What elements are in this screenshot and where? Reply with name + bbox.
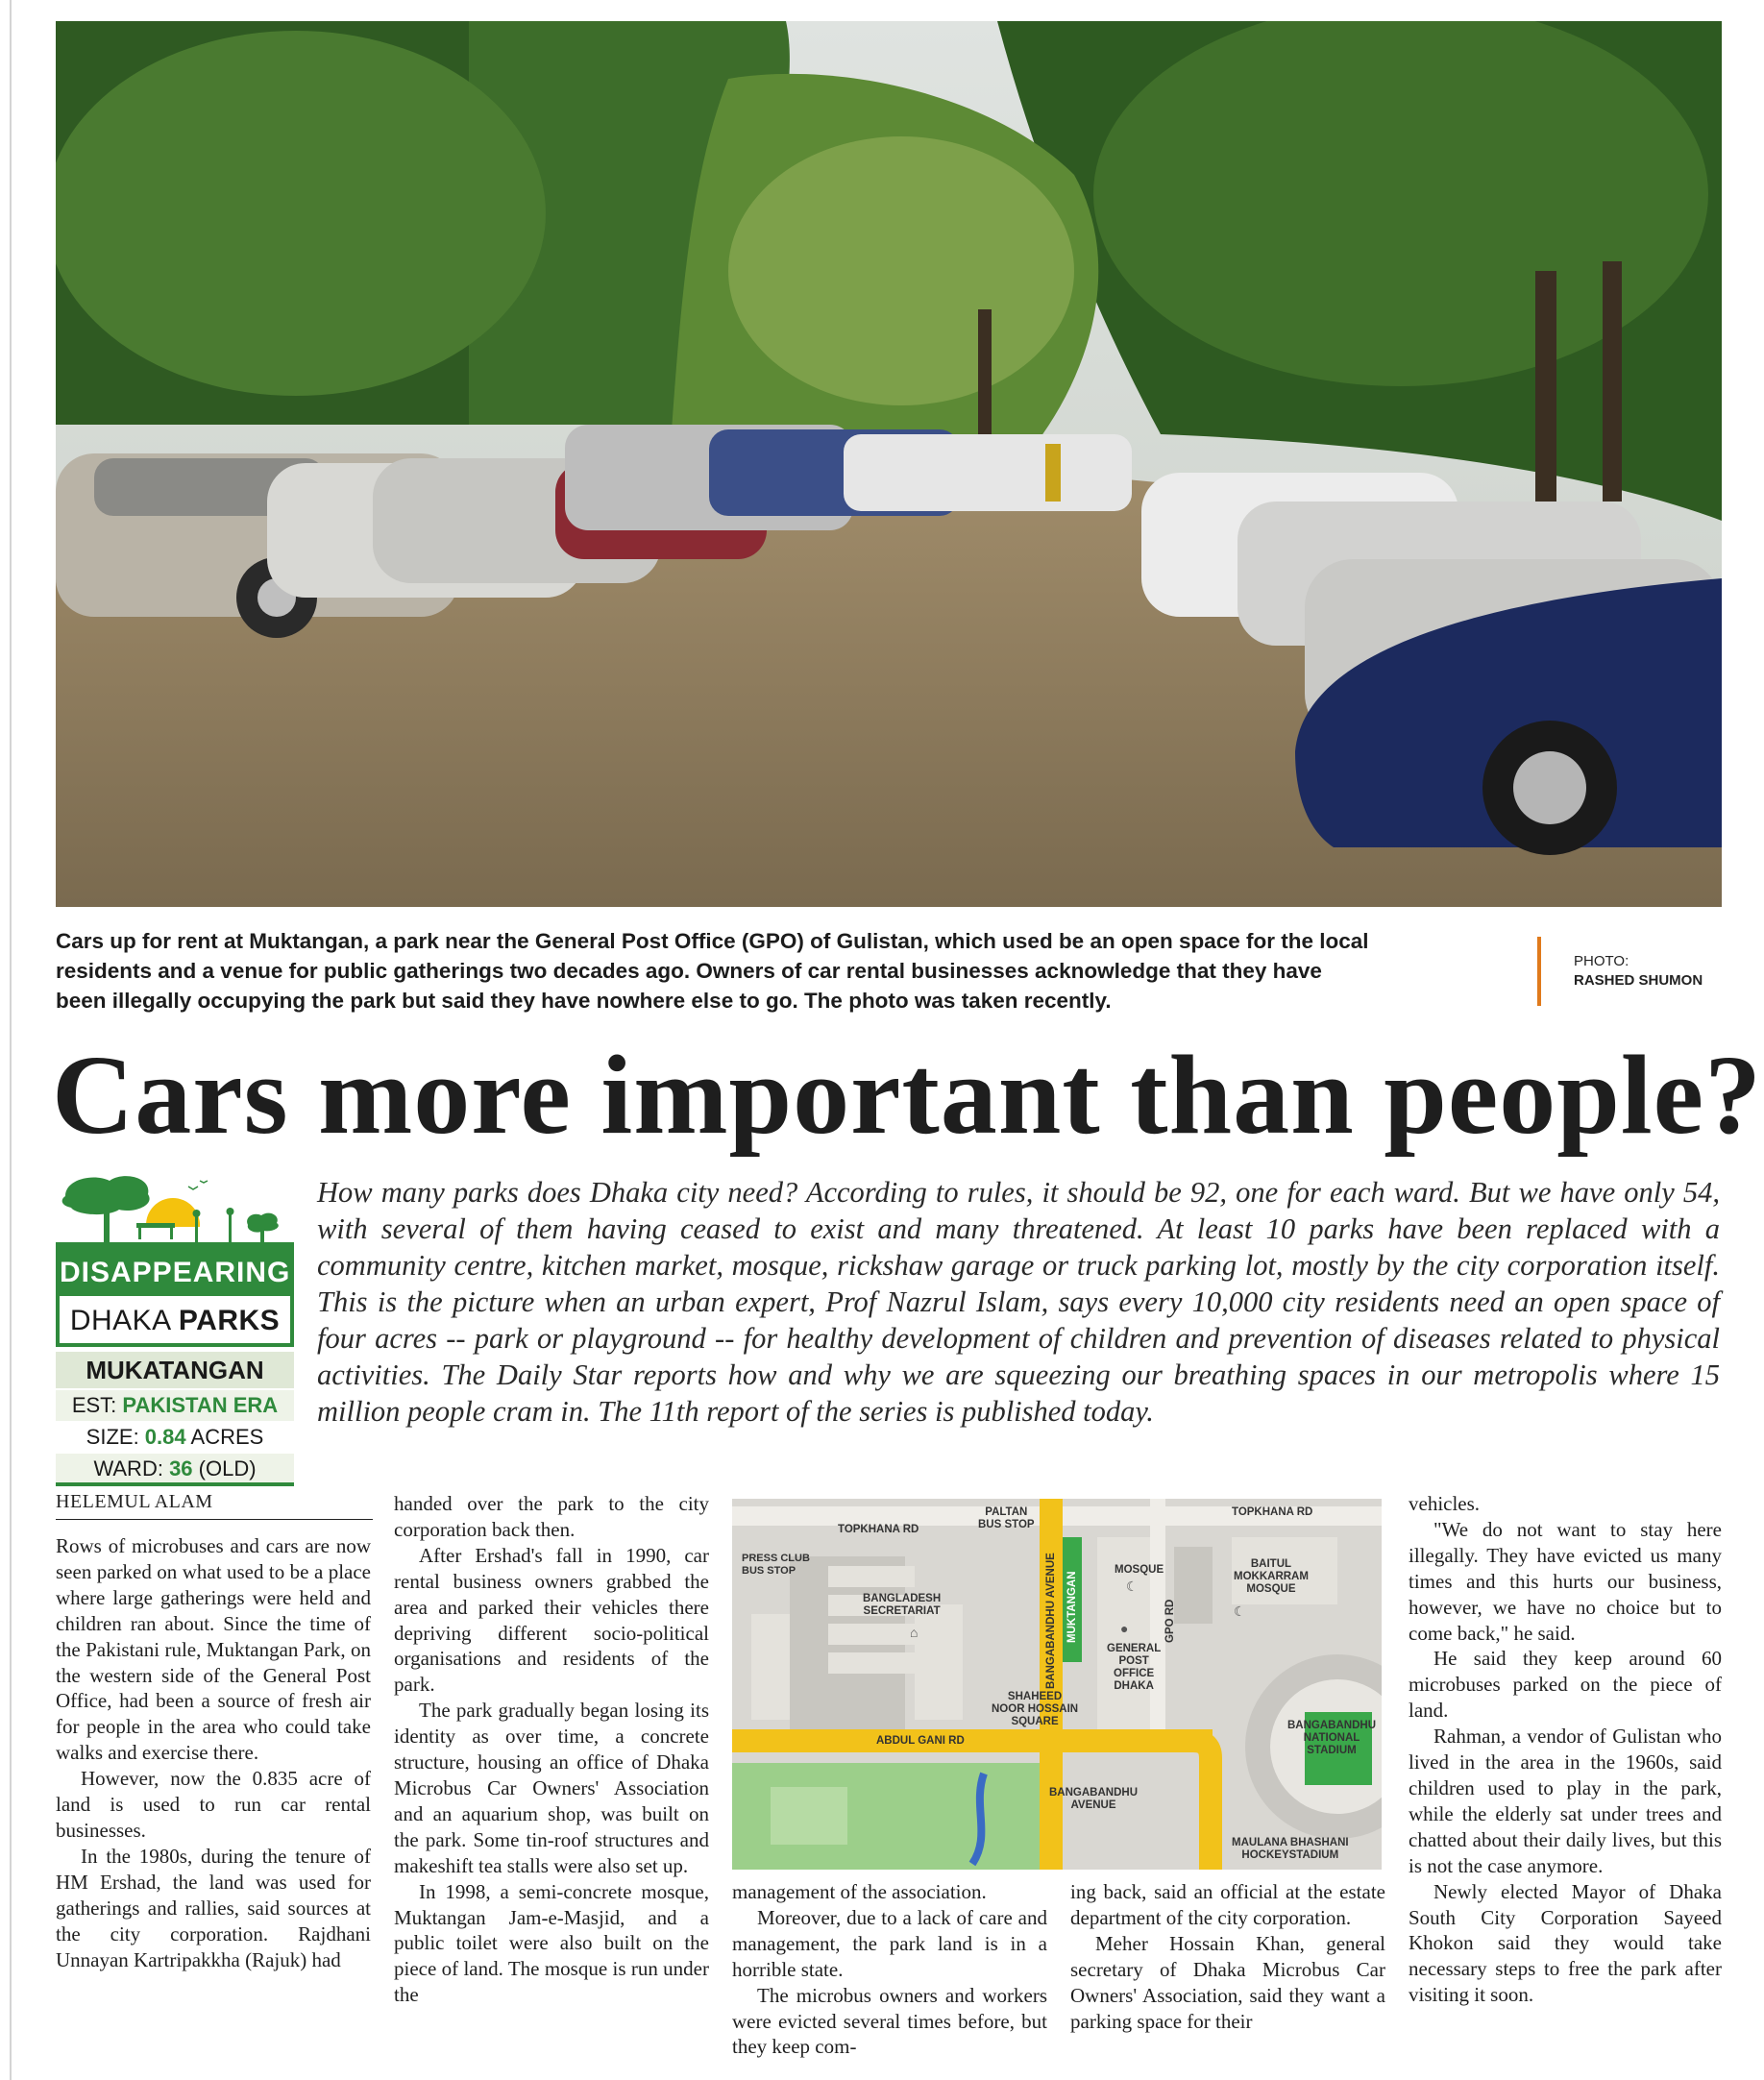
secretariat-marker-icon: ⌂ <box>910 1625 919 1640</box>
paragraph: handed over the park to the city corporation back then. <box>394 1492 709 1541</box>
photo-credit-name: RASHED SHUMON <box>1574 972 1703 989</box>
map-label-gpo-rd: GPO RD <box>1164 1599 1176 1643</box>
map-label-gpo: GENERAL POST OFFICE DHAKA <box>1107 1643 1162 1692</box>
baitul-mosque-marker-icon: ☾ <box>1234 1603 1246 1619</box>
series-title-box <box>56 1246 294 1347</box>
size-unit: ACRES <box>185 1425 264 1449</box>
map-label-press-club: PRESS CLUB BUS STOP <box>742 1553 810 1577</box>
map-label-mosque: MOSQUE <box>1115 1564 1164 1576</box>
map-label-topkhana-rd-1: TOPKHANA RD <box>838 1524 919 1535</box>
paragraph: The park gradually began losing its identity as over time, a concrete structure, housing an office of Dhaka Microbus Car Owners' Association and an aquarium shop, was built on the park. Some tin-roof structures and makeshift tea stalls were also set up. <box>394 1699 709 1877</box>
paragraph: In 1998, a semi-concrete mosque, Muktangan Jam-e-Masjid, and a public toilet were also built on the piece of land. The mosque is run under the <box>394 1879 709 2007</box>
paragraph: He said they keep around 60 microbuses parked on the piece of land. <box>1409 1647 1722 1723</box>
series-title-line1: DISAPPEARING <box>60 1250 290 1296</box>
credit-divider <box>1537 937 1541 1006</box>
park-scene-icon <box>56 1167 294 1246</box>
paragraph: Moreover, due to a lack of care and management, the park land is in a horrible state. <box>732 1905 1047 1981</box>
paragraph: Rows of microbuses and cars are now seen parked on what used to be a place where large gatherings were held and children ran about. Since the time of the Pakistani rule, Muktangan Park, on the western side of the General Post Office, had been a source of fresh air for people in the area who could take walks and exercise there. <box>56 1534 371 1765</box>
map-label-hockey-stadium: MAULANA BHASHANI HOCKEYSTADIUM <box>1232 1837 1349 1861</box>
body-column-4 <box>1070 1879 1385 2034</box>
paragraph: The microbus owners and workers were evicted several times before, but they keep com- <box>732 1983 1047 2059</box>
paragraph: management of the association. <box>732 1880 987 1903</box>
size-label: SIZE: <box>86 1425 145 1449</box>
body-column-1 <box>56 1533 371 1972</box>
paragraph: ing back, said an official at the estate department of the city corporation. <box>1070 1880 1385 1929</box>
map-label-national-stadium: BANGABANDHU NATIONAL STADIUM <box>1287 1720 1376 1756</box>
park-established <box>56 1390 294 1421</box>
map-label-baitul-mokkarram: BAITUL MOKKARRAM MOSQUE <box>1234 1558 1309 1595</box>
byline: HELEMUL ALAM <box>56 1491 373 1520</box>
ward-value: 36 <box>169 1456 193 1480</box>
body-column-2 <box>394 1491 709 2008</box>
paragraph: vehicles. <box>1409 1492 1481 1515</box>
map-label-bangabandhu-avenue-2: BANGABANDHU AVENUE <box>1049 1787 1138 1811</box>
photo-credit <box>1574 952 1747 991</box>
map-label-muktangan: MUKTANGAN <box>1066 1571 1078 1643</box>
headline: Cars more important than people? <box>52 1032 1763 1158</box>
map-graphic <box>732 1499 1382 1870</box>
paragraph: In the 1980s, during the tenure of HM Ershad, the land was used for gatherings and rallies, said sources at the city corporation. Rajdhani Unnayan Kartripakkha (Rajuk) had <box>56 1844 371 1971</box>
ward-unit: (OLD) <box>192 1456 257 1480</box>
map-label-topkhana-rd-2: TOPKHANA RD <box>1232 1506 1313 1518</box>
map-label-secretariat: BANGLADESH SECRETARIAT <box>863 1593 942 1617</box>
mosque-marker-icon: ☾ <box>1126 1578 1139 1594</box>
map-label-bangabandhu-avenue: BANGABANDHU AVENUE <box>1045 1553 1057 1689</box>
photo-parked-cars-icon <box>56 21 1722 907</box>
paragraph: "We do not want to stay here illegally. They have evicted us many times and this hurts our business, however, we have no choice but to come back," he said. <box>1409 1517 1722 1645</box>
photo-credit-label: PHOTO: <box>1574 953 1629 969</box>
series-title-line2 <box>60 1300 290 1342</box>
paragraph: Rahman, a vendor of Gulistan who lived in the area in the 1960s, said children used to play in the park, while the elderly sat under trees and chatted about their daily lives, but this is not the case anymore. <box>1409 1725 1722 1877</box>
news-photo <box>56 21 1722 907</box>
est-value: PAKISTAN ERA <box>122 1393 279 1417</box>
location-map <box>732 1499 1382 1870</box>
body-column-5 <box>1409 1491 1722 2008</box>
paragraph: After Ershad's fall in 1990, car rental business owners grabbed the area and parked their vehicles there depriving different socio-political organisations and residents of the park. <box>394 1543 709 1697</box>
ward-label: WARD: <box>93 1456 170 1480</box>
photo-caption: Cars up for rent at Muktangan, a park near the General Post Office (GPO) of Gulistan, which used be an open space for the local residents and a venue for public gatherings two decades ago. Owners of car rental businesses acknowledge that they have been illegally occupying the park but said they have nowhere else to go. The photo was taken recently. <box>56 929 1369 1013</box>
series-badge <box>56 1167 294 1480</box>
map-label-shaheed-noor-hossain: SHAHEED NOOR HOSSAIN SQUARE <box>992 1691 1079 1727</box>
series-title-dhaka: DHAKA <box>69 1305 179 1336</box>
gpo-marker-icon: ● <box>1120 1621 1129 1636</box>
map-label-paltan-bus-stop: PALTAN BUS STOP <box>978 1506 1035 1530</box>
page-left-rule <box>10 0 12 2080</box>
body-column-3 <box>732 1879 1047 2060</box>
park-ward <box>56 1454 294 1486</box>
size-value: 0.84 <box>144 1425 186 1449</box>
park-name: MUKATANGAN <box>56 1352 294 1388</box>
paragraph: However, now the 0.835 acre of land is used to run car rental businesses. <box>56 1767 371 1842</box>
map-label-abdul-gani-rd: ABDUL GANI RD <box>876 1735 965 1747</box>
paragraph: Newly elected Mayor of Dhaka South City Corporation Sayeed Khokon said they would take necessary steps to free the park after visiting it soon. <box>1409 1879 1722 2007</box>
park-size <box>56 1422 294 1453</box>
paragraph: Meher Hossain Khan, general secretary of Dhaka Microbus Car Owners' Association, said they want a parking space for their <box>1070 1931 1385 2033</box>
intro-standfirst: How many parks does Dhaka city need? According to rules, it should be 92, one for each ward. But we have only 54, with several of them having ceased to exist and many threatened. At least 10 parks have been replaced with a community centre, kitchen market, mosque, rickshaw garage or truck parking lot, mostly by the city corporation itself. This is the picture when an urban expert, Prof Nazrul Islam, says every 10,000 city residents need an open space of four acres -- park or playground -- for healthy development of children and prevention of diseases related to physical activities. The Daily Star reports how and why we are squeezing our breathing spaces in our metropolis where 15 million people cram in. The 11th report of the series is published today. <box>317 1176 1720 1428</box>
est-label: EST: <box>71 1393 123 1417</box>
series-title-parks: PARKS <box>178 1305 281 1336</box>
